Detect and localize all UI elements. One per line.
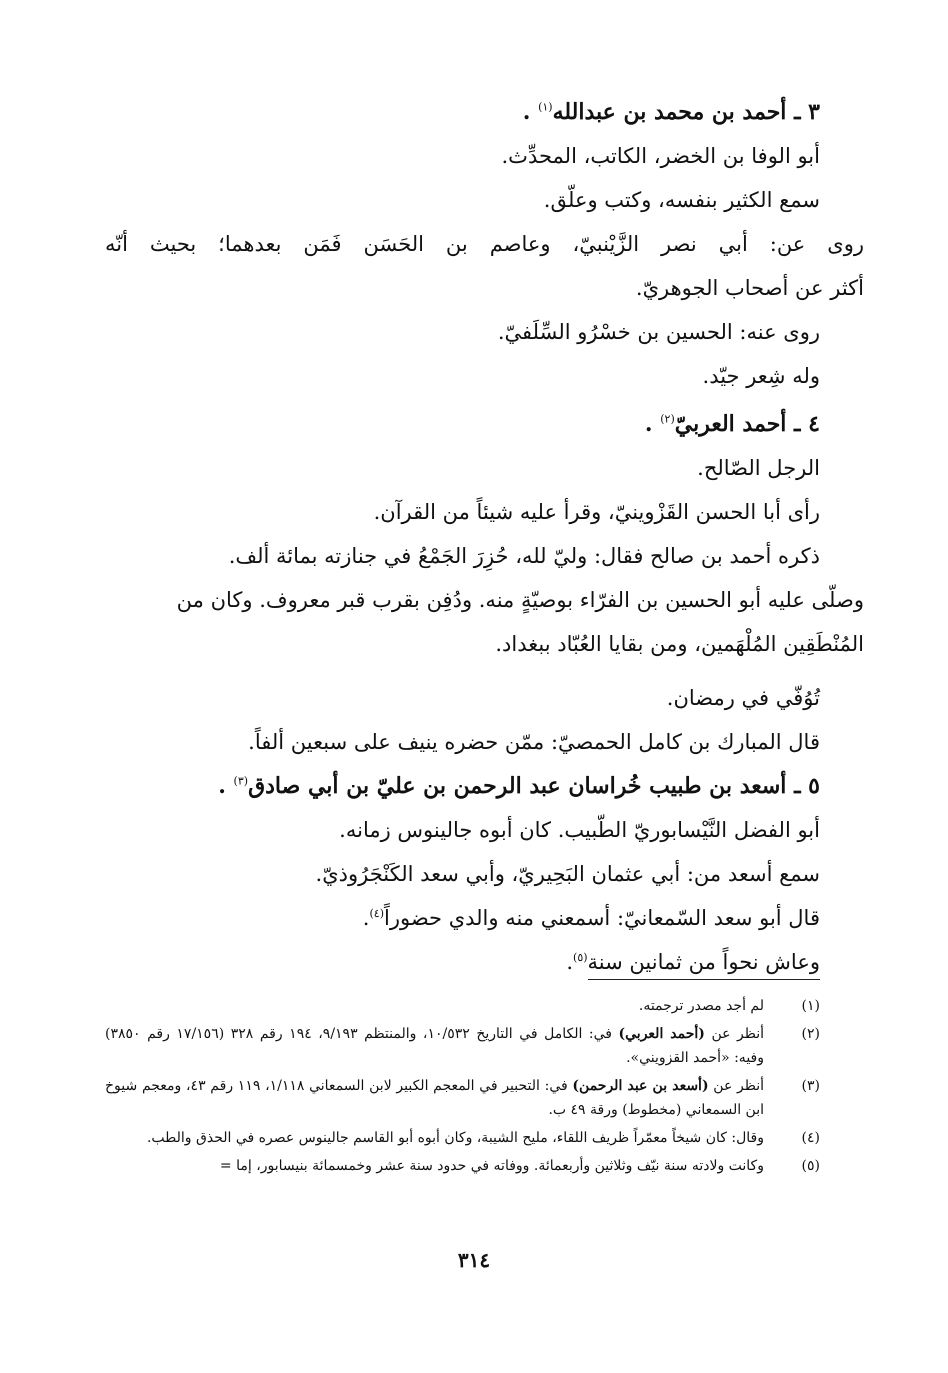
footnote-number: (٤) xyxy=(801,1130,820,1146)
footnote-ref[interactable]: (٢) xyxy=(660,412,675,426)
footnote-text xyxy=(105,1026,764,1066)
footnote-prefix: أنظر عن xyxy=(704,1026,765,1042)
entry-line-text: وعاش نحواً من ثمانين سنة xyxy=(587,950,820,974)
footnote xyxy=(105,1074,820,1122)
footnote xyxy=(105,994,820,1018)
footnote-text: وكانت ولادته سنة نيّف وثلاثين وأربعمائة. ووفاته في حدود سنة عشر وخمسمائة بنيسابور، إما = xyxy=(219,1158,764,1174)
entry-line: سمع الكثير بنفسه، وكتب وعلّق. xyxy=(543,188,820,212)
heading-punct: . xyxy=(644,411,661,437)
entry-5 xyxy=(105,764,820,984)
entry-line: رأى أبا الحسن القَزْوينيّ، وقرأ عليه شيئاً من القرآن. xyxy=(373,500,820,524)
entry-heading-text: ٣ ـ أحمد بن محمد بن عبدالله xyxy=(552,99,820,125)
entry-heading xyxy=(105,90,820,134)
entry-line: أبو الوفا بن الخضر، الكاتب، المحدِّث. xyxy=(501,144,820,168)
footnote-number: (٥) xyxy=(801,1158,820,1174)
entry-heading xyxy=(105,402,820,446)
footnote-subject: (أحمد العربي) xyxy=(618,1026,705,1042)
page-number: ٣١٤ xyxy=(457,1248,491,1272)
entry-line: وله شِعر جيّد. xyxy=(702,364,820,388)
footnote-text: وقال: كان شيخاً معمّراً ظريف اللقاء، مليح الشيبة، وكان أبوه أبو القاسم جالينوس عصره في الحذق والطب. xyxy=(146,1130,764,1146)
footnotes xyxy=(105,994,820,1182)
footnote-separator xyxy=(588,979,820,980)
entry-line: تُوُفّي في رمضان. xyxy=(666,686,820,710)
entry-line: وعاش نحواً من ثمانين سنة$^{(٥)}$. xyxy=(566,950,820,974)
footnote-subject: (أسعد بن عبد الرحمن) xyxy=(572,1078,709,1094)
footnote xyxy=(105,1022,820,1070)
entry-heading-text: ٥ ـ أسعد بن طبيب خُراسان عبد الرحمن بن عليّ بن أبي صادق xyxy=(248,773,820,799)
entry-heading xyxy=(105,764,820,808)
entry-line: ذكره أحمد بن صالح فقال: وليّ لله، حُزِرَ الجَمْعُ في جنازته بمائة ألف. xyxy=(228,544,820,568)
footnote-ref[interactable]: (١) xyxy=(538,100,553,114)
footnote-number: (٢) xyxy=(801,1026,820,1042)
entry-line: وصلّى عليه أبو الحسين بن الفرّاء بوصيّةٍ منه. ودُفِن بقرب قبر معروف. وكان من xyxy=(176,588,864,612)
footnote-ref[interactable]: (٤) xyxy=(369,907,384,920)
entry-4 xyxy=(105,402,864,764)
entry-3 xyxy=(105,90,864,398)
footnote-number: (٣) xyxy=(801,1078,820,1094)
footnote-ref[interactable]: (٥) xyxy=(573,951,588,964)
footnote-body: في: التحبير في المعجم الكبير لابن السمعاني ١/١١٨، ١١٩ رقم ٤٣، ومعجم شيوخ ابن السمعاني (مخطوط) ورقة ٤٩ ب. xyxy=(105,1078,764,1118)
entry-line: قال المبارك بن كامل الحمصيّ: ممّن حضره ينيف على سبعين ألفاً. xyxy=(248,730,820,754)
entry-line: قال أبو سعد السّمعانيّ: أسمعني منه والدي حضوراً$^{(٤)}$. xyxy=(362,906,820,930)
footnote-text: لم أجد مصدر ترجمته. xyxy=(638,998,764,1014)
footnote xyxy=(105,1126,820,1150)
heading-punct: . xyxy=(218,773,234,799)
main-text xyxy=(105,90,864,984)
footnote xyxy=(105,1154,820,1178)
entry-line: روى عن: أبي نصر الزَّيْنبيّ، وعاصم بن الحَسَن فَمَن بعدهما؛ بحيث أنّه xyxy=(105,232,864,256)
entry-line: المُنْطَقِين المُلْهَمين، ومن بقايا العُبّاد ببغداد. xyxy=(495,632,864,656)
entry-line: أكثر عن أصحاب الجوهريّ. xyxy=(635,276,864,300)
entry-line: سمع أسعد من: أبي عثمان البَحِيريّ، وأبي سعد الكَنْجَرُوذيّ. xyxy=(315,862,820,886)
entry-line: الرجل الصّالح. xyxy=(697,456,820,480)
footnote-text xyxy=(105,1078,764,1118)
footnote-number: (١) xyxy=(801,998,820,1014)
entry-line: روى عنه: الحسين بن خسْرُو السِّلَفيّ. xyxy=(497,320,820,344)
footnote-body: في: الكامل في التاريخ ١٠/٥٣٢، والمنتظم ٩/١٩٣، ١٩٤ رقم ٣٢٨ (١٧/١٥٦ رقم ٣٨٥٠) وفيه: «أحمد القزويني». xyxy=(105,1026,764,1066)
entry-line: أبو الفضل النَّيْسابوريّ الطّبيب. كان أبوه جالينوس زمانه. xyxy=(339,818,820,842)
heading-punct: . xyxy=(522,99,539,125)
entry-line-text: قال أبو سعد السّمعانيّ: أسمعني منه والدي حضوراً xyxy=(384,906,820,930)
entry-heading-text: ٤ ـ أحمد العربيّ xyxy=(674,411,820,437)
footnote-ref[interactable]: (٣) xyxy=(233,774,249,788)
footnote-prefix: أنظر عن xyxy=(708,1078,765,1094)
